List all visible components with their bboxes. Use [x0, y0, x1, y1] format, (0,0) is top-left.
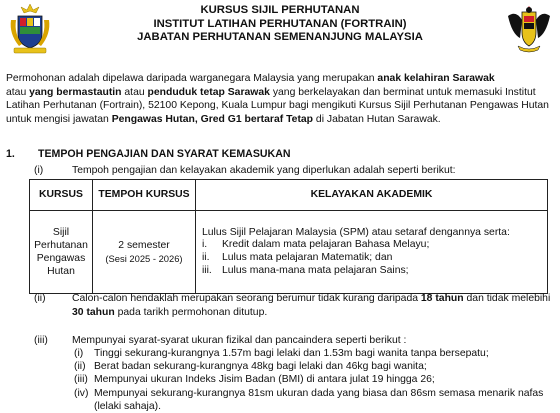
header-line-3: JABATAN PERHUTANAN SEMENANJUNG MALAYSIA [137, 31, 423, 43]
qualification-item [202, 252, 541, 265]
intro-text: di Jabatan Hutan Sarawak. [313, 113, 441, 125]
table-header: TEMPOH KURSUS [93, 180, 196, 211]
duration-cell [93, 211, 196, 294]
list-item [74, 387, 554, 413]
list-numeral: (ii) [74, 361, 86, 373]
intro-bold: yang bermastautin [29, 86, 122, 98]
item-text: Mempunyai syarat-syarat ukuran fizikal dan pancaindera seperti berikut : [72, 335, 407, 346]
item-text [72, 292, 552, 319]
item-bold: 18 tahun [420, 293, 464, 304]
table-header: KURSUS [30, 180, 93, 211]
qualification-text: Lulus mana-mana mata pelajaran Sains; [222, 264, 409, 276]
item-text-part: pada tarikh permohonan ditutup. [114, 306, 268, 318]
duration-text: 2 semester [118, 240, 170, 251]
list-numeral: (iii) [74, 374, 88, 386]
section-number: 1. [6, 148, 15, 160]
qualification-numeral: ii. [202, 252, 210, 263]
list-text: Berat badan sekurang-kurangnya 48kg bagi lelaki dan 46kg bagi wanita; [94, 361, 427, 373]
intro-bold: penduduk tetap Sarawak [147, 86, 270, 98]
item-numeral: (iii) [34, 335, 48, 346]
requirements-table [29, 179, 548, 294]
item-numeral: (ii) [34, 293, 46, 304]
header-line-2: INSTITUT LATIHAN PERHUTANAN (FORTRAIN) [153, 17, 407, 30]
item-i [34, 164, 456, 178]
qualification-numeral: iii. [202, 264, 212, 276]
qualification-numeral: i. [202, 239, 208, 251]
item-text: Tempoh pengajian dan kelayakan akademik yang diperlukan adalah seperti berikut: [72, 165, 456, 176]
qualification-text: Kredit dalam mata pelajaran Bahasa Melayu; [222, 239, 430, 251]
list-item [74, 373, 554, 386]
list-text: Mempunyai ukuran Indeks Jisim Badan (BMI) di antara julat 19 hingga 26; [94, 374, 435, 386]
item-iii [34, 334, 406, 348]
item-text-part: Calon-calon hendaklah merupakan seorang berumur tidak kurang daripada [72, 293, 421, 304]
section-title: TEMPOH PENGAJIAN DAN SYARAT KEMASUKAN [38, 148, 291, 160]
list-numeral: (i) [74, 348, 84, 359]
document-header [0, 0, 560, 64]
table-row [30, 211, 548, 294]
session-text: (Sesi 2025 - 2026) [105, 253, 183, 264]
list-numeral: (iv) [74, 387, 89, 399]
list-item [74, 360, 554, 373]
table-header-row [30, 180, 548, 211]
section-heading [6, 148, 291, 160]
intro-bold: Pengawas Hutan, Gred G1 bertaraf Tetap [111, 113, 314, 125]
header-title-block [0, 4, 560, 45]
qualification-text: Lulus mata pelajaran Matematik; dan [222, 252, 393, 263]
list-text: Mempunyai sekurang-kurangnya 81sm ukuran dada yang biasa dan 86sm semasa menarik nafas (lelaki sahaja). [94, 387, 544, 412]
intro-paragraph [6, 72, 554, 126]
item-numeral: (i) [34, 165, 44, 176]
sarawak-coat-of-arms-icon [506, 2, 552, 54]
qualification-cell [196, 211, 548, 294]
item-ii [34, 292, 552, 319]
item-text-part: dan tidak melebihi [463, 293, 551, 304]
intro-text: atau [121, 86, 148, 98]
header-line-1: KURSUS SIJIL PERHUTANAN [200, 4, 360, 16]
list-item [74, 347, 554, 360]
intro-bold: anak kelahiran Sarawak [377, 73, 495, 84]
table-header: KELAYAKAN AKADEMIK [196, 180, 548, 211]
qualification-intro: Lulus Sijil Pelajaran Malaysia (SPM) atau setaraf dengannya serta: [202, 226, 510, 238]
list-text: Tinggi sekurang-kurangnya 1.57m bagi lelaki dan 1.53m bagi wanita tanpa bersepatu; [94, 348, 489, 359]
qualification-item [202, 239, 541, 252]
intro-text: yang berkelayakan dan berminat untuk memasuki Institut Latihan Perhutanan (Fortrain), 52100 Kepong, Kuala Lumpur bagi mengikuti Kursus Sijil Perhutanan Pengawas Hutan untuk mengisi jawatan [6, 86, 549, 125]
item-bold: 30 tahun [72, 306, 115, 318]
intro-text: Permohonan adalah dipelawa daripada warganegara Malaysia yang merupakan [6, 73, 378, 84]
intro-text: atau [6, 86, 30, 98]
qualification-item [202, 265, 541, 278]
physical-requirements-list [74, 347, 554, 413]
course-cell: Sijil Perhutanan Pengawas Hutan [30, 211, 93, 294]
